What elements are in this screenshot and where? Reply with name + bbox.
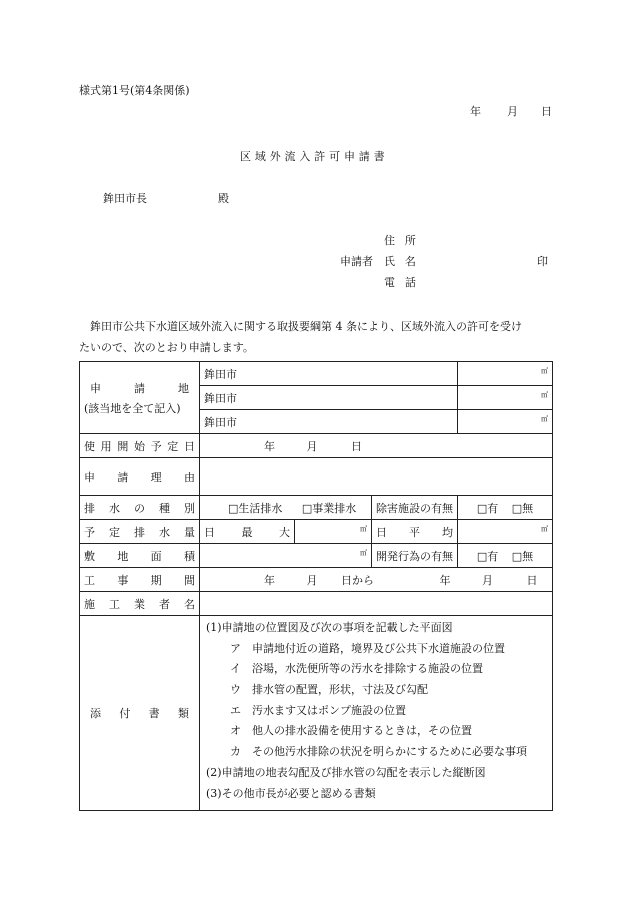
attachment-item: (1)申請地の位置図及び次の事項を記載した平面図 bbox=[206, 621, 453, 634]
site-label-note: (該当地を全て記入) bbox=[84, 401, 181, 415]
start-date-field[interactable] bbox=[200, 434, 553, 458]
drain-type-row bbox=[80, 496, 553, 520]
development-options bbox=[458, 544, 553, 568]
daily-max-label: 日 最 大 bbox=[204, 525, 290, 539]
area-field[interactable]: ㎡ bbox=[200, 544, 372, 568]
development-no-checkbox[interactable]: □無 bbox=[511, 549, 534, 563]
attachment-item: カ その他汚水排除の状況を明らかにするために必要な事項 bbox=[230, 745, 527, 759]
drain-type-label: 排 水 の 種 別 bbox=[84, 501, 195, 515]
site-entry-3[interactable]: 鉾田市 bbox=[200, 410, 458, 434]
volume-label-cell bbox=[80, 520, 200, 544]
date-month-label: 月 bbox=[507, 105, 518, 118]
period-end-year: 年 bbox=[439, 573, 451, 587]
removal-yes-checkbox[interactable]: □有 bbox=[476, 501, 499, 515]
daily-avg-label-cell bbox=[372, 520, 458, 544]
period-end-day: 日 bbox=[526, 573, 538, 587]
intro-line-1: 鉾田市公共下水道区域外流入に関する取扱要綱第 4 条により、区域外流入の許可を受け bbox=[90, 320, 522, 333]
start-month-label: 月 bbox=[306, 439, 318, 453]
attachment-item: ア 申請地付近の道路，境界及び公共下水道施設の位置 bbox=[230, 641, 505, 655]
period-label-cell bbox=[80, 568, 200, 592]
daily-avg-field[interactable]: ㎥ bbox=[458, 520, 553, 544]
drain-type-options bbox=[200, 496, 372, 520]
area-label: 敷 地 面 積 bbox=[84, 549, 195, 563]
business-drain-checkbox[interactable]: □事業排水 bbox=[301, 501, 357, 515]
period-start-day-from: 日から bbox=[341, 573, 374, 587]
period-end-month: 月 bbox=[482, 573, 493, 587]
volume-row bbox=[80, 520, 553, 544]
daily-max-label-cell bbox=[200, 520, 295, 544]
form-number: 様式第1号(第4条関係) bbox=[79, 84, 190, 97]
phone-label: 電話 bbox=[384, 276, 426, 289]
site-entry-2[interactable]: 鉾田市 bbox=[200, 386, 458, 410]
addressee: 鉾田市長 bbox=[103, 192, 147, 205]
period-field[interactable] bbox=[200, 568, 553, 592]
site-area-2[interactable]: ㎡ bbox=[458, 386, 553, 410]
attachment-item: (2)申請地の地表勾配及び排水管の勾配を表示した縦断図 bbox=[206, 765, 486, 779]
address-label: 住所 bbox=[384, 234, 426, 247]
honorific: 殿 bbox=[218, 192, 229, 205]
start-date-row bbox=[80, 434, 553, 458]
daily-avg-label: 日 平 均 bbox=[376, 525, 453, 539]
start-date-label-cell bbox=[80, 434, 200, 458]
site-area-3[interactable]: ㎡ bbox=[458, 410, 553, 434]
date-day-label: 日 bbox=[541, 105, 552, 118]
attachment-item: イ 浴場，水洗便所等の汚水を排除する施設の位置 bbox=[230, 662, 483, 676]
development-label: 開発行為の有無 bbox=[372, 544, 458, 568]
site-row-1 bbox=[80, 362, 553, 386]
reason-label-cell bbox=[80, 458, 200, 496]
period-row bbox=[80, 568, 553, 592]
drain-type-label-cell bbox=[80, 496, 200, 520]
name-label: 氏名 bbox=[384, 255, 426, 268]
attachments-row bbox=[80, 616, 553, 811]
site-label-cell bbox=[80, 362, 200, 434]
removal-no-checkbox[interactable]: □無 bbox=[511, 501, 534, 515]
start-day-label: 日 bbox=[351, 439, 362, 453]
period-start-month: 月 bbox=[306, 573, 318, 587]
attachment-item: ウ 排水管の配置，形状，寸法及び勾配 bbox=[230, 683, 428, 697]
date-year-label: 年 bbox=[470, 105, 481, 118]
reason-label: 申 請 理 由 bbox=[84, 470, 195, 484]
period-label: 工 事 期 間 bbox=[84, 573, 195, 587]
contractor-label-cell bbox=[80, 592, 200, 616]
site-label: 申 請 地 bbox=[90, 381, 189, 395]
reason-field[interactable] bbox=[200, 458, 553, 496]
contractor-label: 施 工 業 者 名 bbox=[84, 597, 195, 611]
attachments-label: 添 付 書 類 bbox=[90, 707, 189, 720]
development-yes-checkbox[interactable]: □有 bbox=[476, 549, 499, 563]
daily-max-field[interactable]: ㎥ bbox=[295, 520, 372, 544]
period-start-year: 年 bbox=[264, 573, 275, 587]
start-date-label: 使 用 開 始 予 定 日 bbox=[84, 439, 195, 453]
intro-line-2: たいので、次のとおり申請します。 bbox=[79, 341, 254, 354]
attachment-item: オ 他人の排水設備を使用するときは，その位置 bbox=[230, 724, 472, 738]
attachment-item: エ 汚水ます又はポンプ施設の位置 bbox=[230, 703, 406, 717]
start-year-label: 年 bbox=[264, 439, 275, 453]
contractor-row bbox=[80, 592, 553, 616]
contractor-field[interactable] bbox=[200, 592, 553, 616]
site-entry-1[interactable]: 鉾田市 bbox=[200, 362, 458, 386]
removal-facility-options bbox=[458, 496, 553, 520]
attachments-label-cell bbox=[80, 616, 200, 811]
seal-mark: 印 bbox=[537, 255, 548, 268]
removal-facility-label: 除害施設の有無 bbox=[372, 496, 458, 520]
document-title: 区域外流入許可申請書 bbox=[240, 150, 389, 163]
site-area-1[interactable]: ㎡ bbox=[458, 362, 553, 386]
attachments-list bbox=[200, 616, 553, 811]
household-drain-checkbox[interactable]: □生活排水 bbox=[228, 501, 283, 515]
area-label-cell bbox=[80, 544, 200, 568]
application-table bbox=[79, 361, 553, 811]
reason-row bbox=[80, 458, 553, 496]
attachment-item: (3)その他市長が必要と認める書類 bbox=[206, 786, 376, 800]
volume-label: 予 定 排 水 量 bbox=[84, 525, 195, 539]
applicant-role-label: 申請者 bbox=[340, 255, 373, 268]
area-row bbox=[80, 544, 553, 568]
